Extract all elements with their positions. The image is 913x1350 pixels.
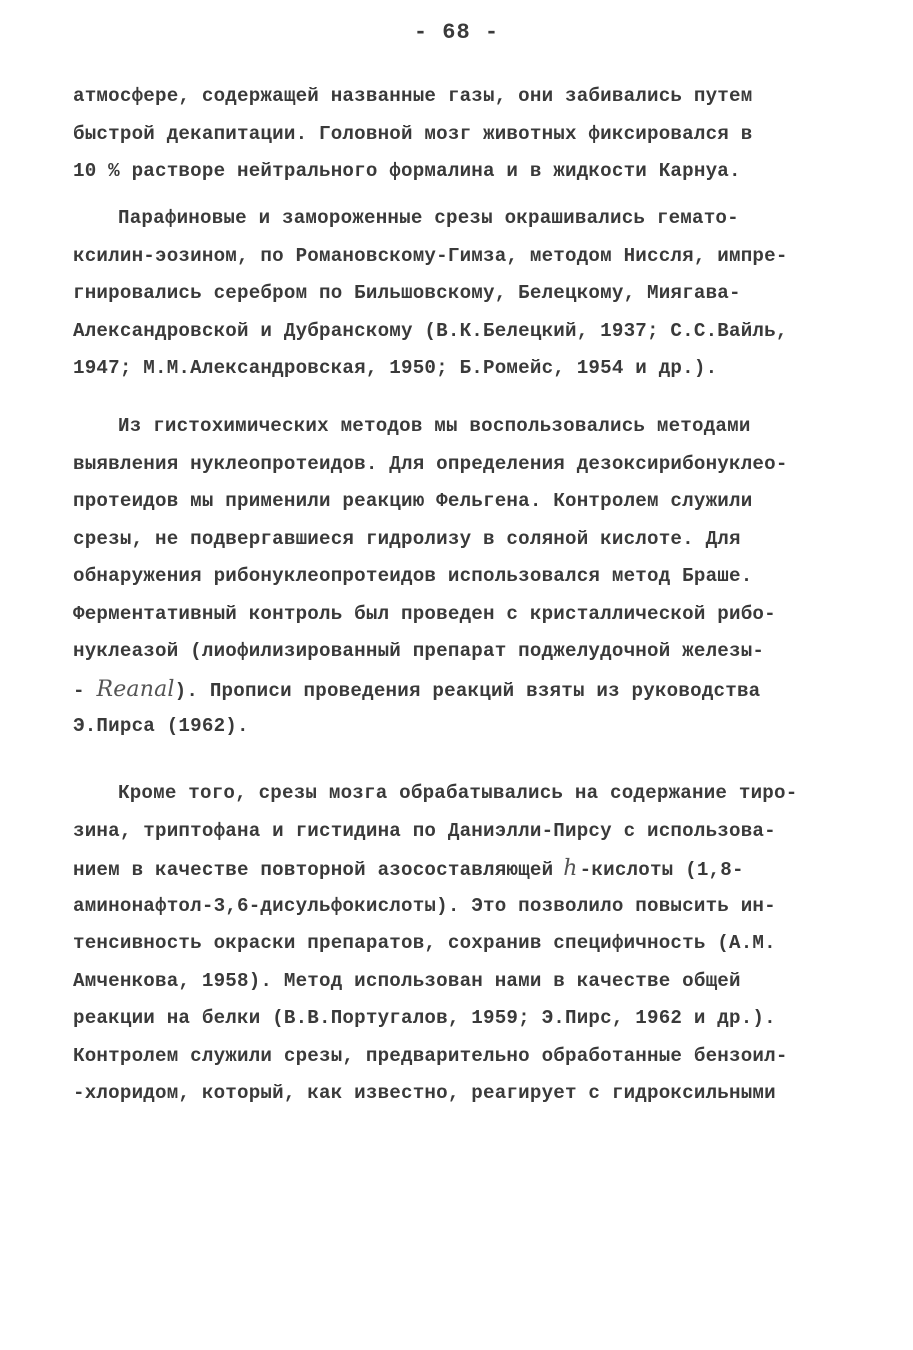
text-line: реакции на белки (В.В.Португалов, 1959; Э.Пирс, 1962 и др.). [73,1007,776,1029]
paragraph-histochemical-methods [73,408,848,746]
handwritten-word: Reanal [96,676,175,702]
paragraph-staining-methods [73,200,848,388]
text-fragment: нием в качестве повторной азосоставляющей [73,859,554,881]
text-line-with-handwriting [73,850,848,888]
text-line: Амченкова, 1958). Метод использован нами в качестве общей [73,969,741,992]
text-line: выявления нуклеопротеидов. Для определения дезоксирибонуклео- [73,452,788,475]
text-line: Из гистохимических методов мы воспользовались методами [118,415,751,437]
handwritten-letter: h [563,856,578,881]
text-line: 10 % растворе нейтрального формалина и в жидкости Карнуа. [73,160,741,182]
text-line: протеидов мы применили реакцию Фельгена. Контролем служили [73,490,753,512]
text-line: 1947; М.М.Александровская, 1950; Б.Ромейс, 1954 и др.). [73,357,718,379]
paragraph-continuation [73,78,848,191]
text-line: гнировались серебром по Бильшовскому, Белецкому, Миягава- [73,282,741,304]
text-line: атмосфере, содержащей названные газы, они забивались путем [73,85,753,107]
paragraph-protein-reactions [73,775,848,1113]
text-line: Кроме того, срезы мозга обрабатывались на содержание тиро- [118,782,798,804]
text-line: обнаружения рибонуклеопротеидов использовался метод Браше. [73,565,753,587]
text-line: Э.Пирса (1962). [73,715,249,737]
text-line: срезы, не подвергавшиеся гидролизу в соляной кислоте. Для [73,527,741,550]
text-line-with-handwriting [73,671,848,709]
text-fragment: -кислоты (1,8- [579,859,744,881]
page-number: - 68 - [413,20,500,45]
text-line: -хлоридом, который, как известно, реагирует с гидроксильными [73,1082,776,1104]
text-line: зина, триптофана и гистидина по Даниэлли-Пирсу с использова- [73,819,776,842]
text-line: Александровской и Дубранскому (В.К.Белецкий, 1937; С.С.Вайль, [73,319,788,342]
text-fragment: - [73,679,97,702]
text-line: Ферментативный контроль был проведен с кристаллической рибо- [73,602,776,625]
text-line: аминонафтол-3,6-дисульфокислоты). Это позволило повысить ин- [73,894,776,917]
text-line: ксилин-эозином, по Романовскому-Гимза, методом Ниссля, импре- [73,244,788,267]
text-line: нуклеазой (лиофилизированный препарат поджелудочной железы- [73,640,765,662]
text-line: быстрой декапитации. Головной мозг животных фиксировался в [73,122,753,145]
text-line: тенсивность окраски препаратов, сохранив специфичность (А.М. [73,932,776,954]
text-fragment: ). Прописи проведения реакций взяты из руководства [174,679,761,702]
text-line: Контролем служили срезы, предварительно обработанные бензоил- [73,1044,788,1067]
text-line: Парафиновые и замороженные срезы окрашивались гемато- [118,207,739,229]
